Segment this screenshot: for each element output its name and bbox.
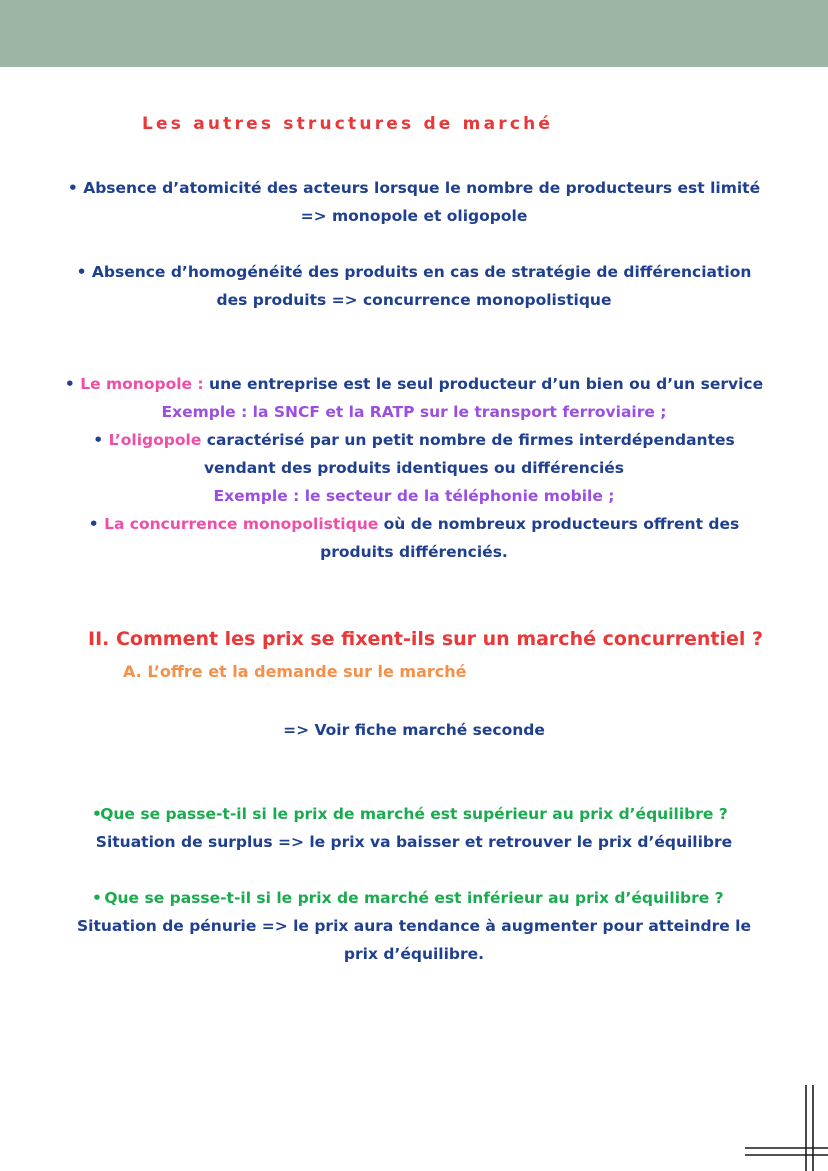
oligopole-term: L’oligopole [108, 431, 202, 449]
monopole-example: Exemple : la SNCF et la RATP sur le transport ferroviaire ; [161, 403, 667, 421]
question-2 [0, 887, 828, 909]
question-1 [0, 803, 828, 825]
answer-2-line1: Situation de pénurie => le prix aura tendance à augmenter pour atteindre le [77, 917, 751, 935]
concurrence-line2: produits différenciés. [320, 543, 508, 561]
monopole-term: Le monopole : [80, 375, 204, 393]
concurrence-text: où de nombreux producteurs offrent des [378, 515, 740, 533]
answer-2-line2: prix d’équilibre. [343, 945, 485, 963]
concurrence-term: La concurrence monopolistique [104, 515, 379, 533]
section2-heading: II. Comment les prix se fixent-ils sur un marché concurrentiel ? [88, 628, 764, 650]
question-1-bullet: • [92, 805, 102, 823]
header-band [0, 0, 828, 67]
question-2-text: Que se passe-t-il si le prix de marché est inférieur au prix d’équilibre ? [104, 889, 724, 907]
oligopole-text: caractérisé par un petit nombre de firmes interdépendantes [201, 431, 735, 449]
section-title: Les autres structures de marché [142, 114, 554, 134]
answer-1-line1: Situation de surplus => le prix va baisser et retrouver le prix d’équilibre [95, 833, 733, 851]
oligopole-example: Exemple : le secteur de la téléphonie mobile ; [213, 487, 615, 505]
monopole-text: une entreprise est le seul producteur d’un bien ou d’un service [203, 375, 764, 393]
section2-subheading: A. L’offre et la demande sur le marché [123, 662, 467, 681]
oligopole-bullet: • [93, 431, 109, 449]
oligopole-line2: vendant des produits identiques ou différenciés [203, 459, 625, 477]
corner-hash-mark [740, 1085, 828, 1171]
oligopole-definition [0, 429, 828, 451]
concurrence-bullet: • [88, 515, 105, 533]
intro-bullet-2-line2: des produits => concurrence monopolistique [216, 291, 612, 309]
question-1-text: Que se passe-t-il si le prix de marché est supérieur au prix d’équilibre ? [100, 805, 728, 823]
intro-bullet-2-line1: • Absence d’homogénéité des produits en cas de stratégie de différenciation [76, 263, 752, 281]
intro-bullet-1-line1: • Absence d’atomicité des acteurs lorsque le nombre de producteurs est limité [67, 179, 761, 197]
concurrence-definition [0, 513, 828, 535]
monopole-bullet: • [64, 375, 81, 393]
monopole-definition [0, 373, 828, 395]
reference-line: => Voir fiche marché seconde [283, 721, 545, 739]
intro-bullet-1-line2: => monopole et oligopole [300, 207, 528, 225]
question-2-bullet: • [92, 889, 102, 907]
